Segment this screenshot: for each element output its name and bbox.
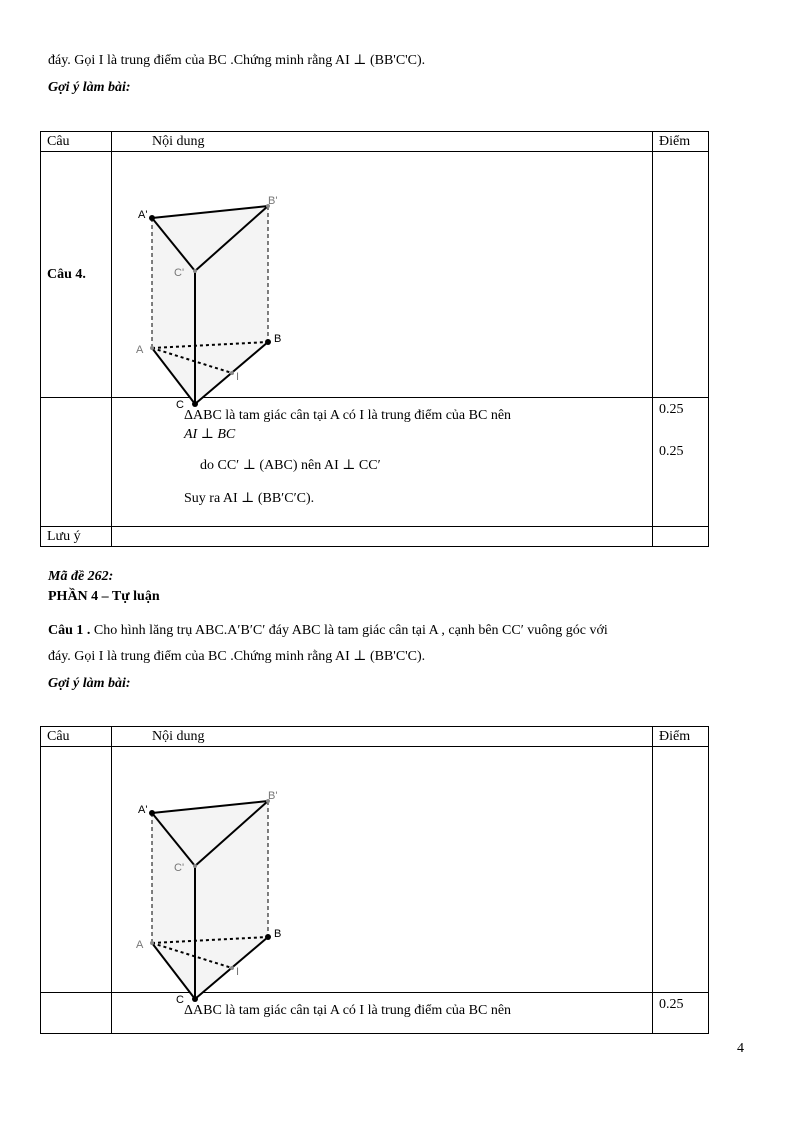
header-noi-dung: Nội dung <box>112 132 653 152</box>
solution-line-2: AI ⊥ BC <box>184 427 236 442</box>
question-continuation: đáy. Gọi I là trung điểm của BC .Chứng minh rằng AI ⊥ (BB'C'C). <box>48 53 426 68</box>
hint-heading-2: Gợi ý làm bài: <box>48 676 131 691</box>
label-c1: C' <box>174 267 185 279</box>
prism-figure <box>136 156 330 411</box>
label-c: C <box>176 399 184 411</box>
figure-cell-2 <box>112 747 653 1006</box>
point-b <box>265 339 271 345</box>
point-c-2 <box>192 996 198 1002</box>
label-c-2: C <box>176 994 184 1006</box>
point-a1 <box>149 215 155 221</box>
label-i-2: I <box>236 966 240 978</box>
point-a1-2 <box>149 810 155 816</box>
header-noi-dung-2: Nội dung <box>112 727 653 747</box>
answer-table-1 <box>40 131 709 547</box>
label-a1-2: A' <box>138 804 148 816</box>
point-c <box>192 401 198 407</box>
answer-table-2 <box>40 726 709 1034</box>
prism-figure-2 <box>136 751 330 1006</box>
question-line-1 <box>48 623 608 639</box>
solution-line-4: Suy ra AI ⊥ (BB′C′C). <box>184 491 315 506</box>
label-b-2: B <box>274 928 282 940</box>
hint-heading-1: Gợi ý làm bài: <box>48 80 131 95</box>
point-i <box>230 371 234 375</box>
score-2-1: 0.25 <box>659 997 684 1012</box>
question-text-1: Cho hình lăng trụ ABC.A′B′C′ đáy ABC là tam giác cân tại A , cạnh bên CC′ vuông góc với <box>90 623 608 638</box>
score-cell-2 <box>653 993 709 1034</box>
score-2: 0.25 <box>659 444 684 459</box>
figure-score-cell-2 <box>653 747 709 993</box>
label-a1: A' <box>138 209 148 221</box>
question-line-2: đáy. Gọi I là trung điểm của BC .Chứng minh rằng AI ⊥ (BB'C'C). <box>48 649 426 664</box>
solution-cell <box>112 398 653 527</box>
figure-score-cell <box>653 152 709 398</box>
note-score <box>653 527 709 547</box>
point-c1 <box>193 269 197 273</box>
point-c1-2 <box>193 864 197 868</box>
point-a-2 <box>150 941 154 945</box>
exam-code: Mã đề 262: <box>48 569 114 584</box>
point-a <box>150 346 154 350</box>
solution-line-1: ΔABC là tam giác cân tại A có I là trung điểm của BC nên <box>184 408 512 423</box>
question-label: Câu 1 . <box>48 623 91 638</box>
row-label: Câu 4. <box>41 152 112 398</box>
prism-face-fill <box>152 206 268 404</box>
part-heading: PHẦN 4 – Tự luận <box>48 589 160 604</box>
figure-cell <box>112 152 653 411</box>
header-cau-2: Câu <box>41 727 112 747</box>
score-cell-1 <box>653 398 709 527</box>
label-i: I <box>236 371 240 383</box>
page-number: 4 <box>737 1041 744 1056</box>
label-b1: B' <box>268 195 278 207</box>
score-1: 0.25 <box>659 402 684 417</box>
point-b-2 <box>265 934 271 940</box>
label-c1-2: C' <box>174 862 185 874</box>
label-a: A <box>136 344 144 356</box>
header-cau: Câu <box>41 132 112 152</box>
note-label: Lưu ý <box>41 527 112 547</box>
label-b1-2: B' <box>268 790 278 802</box>
prism-face-fill-2 <box>152 801 268 999</box>
empty-label-cell-2 <box>41 993 112 1034</box>
header-diem-2: Điểm <box>653 727 709 747</box>
note-content <box>112 527 653 547</box>
solution-line-3: do CC′ ⊥ (ABC) nên AI ⊥ CC′ <box>200 458 381 473</box>
row-label-2 <box>41 747 112 993</box>
label-a-2: A <box>136 939 144 951</box>
empty-label-cell <box>41 398 112 527</box>
label-b: B <box>274 333 282 345</box>
header-diem: Điểm <box>653 132 709 152</box>
point-i-2 <box>230 966 234 970</box>
solution2-line-1: ΔABC là tam giác cân tại A có I là trung điểm của BC nên <box>184 1003 512 1018</box>
